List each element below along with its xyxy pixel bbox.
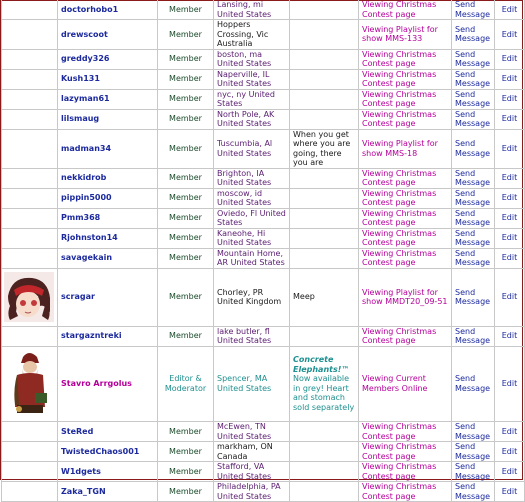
avatar-cell: [2, 129, 58, 168]
member-role: Member: [169, 173, 202, 183]
member-name-link[interactable]: SteRed: [61, 426, 94, 436]
member-activity-link[interactable]: Viewing Christmas Contest page: [362, 208, 437, 227]
table-row: [2, 248, 525, 268]
member-activity-link[interactable]: Viewing Christmas Contest page: [362, 109, 437, 128]
member-name-link[interactable]: Kush131: [61, 74, 100, 84]
member-role: Member: [169, 426, 202, 436]
avatar-cell: [2, 168, 58, 188]
member-location: Stafford, VA United States: [217, 462, 272, 481]
avatar-cell: [2, 0, 58, 20]
member-activity-link[interactable]: Viewing Christmas Contest page: [362, 326, 437, 345]
avatar-anime-image: [4, 272, 54, 322]
send-message-link[interactable]: Send Message: [455, 287, 491, 306]
member-note: Now available in grey! Heart and stomach sold separately: [293, 374, 355, 412]
send-message-link[interactable]: Send Message: [455, 89, 491, 108]
avatar-cell: [2, 326, 58, 346]
member-note-cell: [290, 109, 359, 129]
member-name-link[interactable]: nekkidrob: [61, 173, 107, 183]
send-message-link[interactable]: Send Message: [455, 0, 491, 19]
member-note-cell: [290, 482, 359, 502]
member-note-cell: [290, 188, 359, 208]
avatar-cell: [2, 49, 58, 69]
edit-link[interactable]: Edit: [501, 379, 518, 388]
member-name-link[interactable]: Stavro Arrgolus: [61, 379, 132, 388]
send-message-link[interactable]: Send Message: [455, 422, 491, 441]
edit-link[interactable]: Edit: [501, 29, 518, 39]
member-name-link[interactable]: lazyman61: [61, 94, 110, 104]
member-name-link[interactable]: lilsmaug: [61, 114, 100, 124]
member-activity-link[interactable]: Viewing Christmas Contest page: [362, 248, 437, 267]
table-row: [2, 49, 525, 69]
member-location: nyc, ny United States: [217, 89, 275, 108]
send-message-link[interactable]: Send Message: [455, 248, 491, 267]
member-activity-link[interactable]: Viewing Christmas Contest page: [362, 442, 437, 461]
send-message-link[interactable]: Send Message: [455, 462, 491, 481]
table-row: [2, 129, 525, 168]
member-role: Member: [169, 114, 202, 124]
table-row: [2, 168, 525, 188]
table-row: [2, 462, 525, 482]
table-row: [2, 422, 525, 442]
member-location: lake butler, fl United States: [217, 326, 272, 345]
member-name-link[interactable]: greddy326: [61, 54, 110, 64]
member-name-link[interactable]: Zaka_TGN: [61, 486, 106, 496]
member-note-cell: [290, 129, 359, 168]
member-role: Member: [169, 292, 202, 302]
member-activity-link[interactable]: Viewing Christmas Contest page: [362, 49, 437, 68]
member-location: Lansing, mi United States: [217, 0, 272, 19]
send-message-link[interactable]: Send Message: [455, 228, 491, 247]
member-activity-link[interactable]: Viewing Christmas Contest page: [362, 0, 437, 19]
edit-link[interactable]: Edit: [501, 193, 518, 203]
send-message-link[interactable]: Send Message: [455, 168, 491, 187]
member-activity-link[interactable]: Viewing Christmas Contest page: [362, 69, 437, 88]
member-note-cell: [290, 20, 359, 50]
edit-link[interactable]: Edit: [501, 173, 518, 183]
send-message-link[interactable]: Send Message: [455, 69, 491, 88]
member-name-link[interactable]: madman34: [61, 143, 112, 153]
member-note-title: Concrete Elephants!™: [293, 355, 350, 374]
member-location: boston, ma United States: [217, 49, 272, 68]
member-activity-link[interactable]: Viewing Christmas Contest page: [362, 482, 437, 501]
send-message-link[interactable]: Send Message: [455, 442, 491, 461]
member-location: Philadelphia, PA United States: [217, 482, 281, 501]
member-note-cell: [290, 168, 359, 188]
edit-link[interactable]: Edit: [501, 486, 518, 496]
member-note: Meep: [293, 292, 315, 302]
table-row: [2, 228, 525, 248]
avatar-cell: [2, 20, 58, 50]
member-note-cell: [290, 268, 359, 326]
member-activity-link[interactable]: Viewing Playlist for show MMS-133: [362, 24, 438, 44]
avatar-cell: [2, 248, 58, 268]
avatar-cell: [2, 462, 58, 482]
avatar-santa-figurine-image: [5, 349, 55, 417]
avatar-cell: [2, 422, 58, 442]
member-role: Member: [169, 29, 202, 39]
member-role: Member: [169, 331, 202, 341]
avatar-cell: [2, 442, 58, 462]
member-name-link[interactable]: scragar: [61, 292, 95, 302]
member-activity-link[interactable]: Viewing Christmas Contest page: [362, 422, 437, 441]
table-row: [2, 442, 525, 462]
table-row: [2, 346, 525, 422]
member-role: Member: [169, 486, 202, 496]
avatar-cell: [2, 89, 58, 109]
member-role: Member: [169, 94, 202, 104]
table-row: [2, 326, 525, 346]
member-activity-link[interactable]: Viewing Christmas Contest page: [362, 168, 437, 187]
send-message-link[interactable]: Send Message: [455, 109, 491, 128]
member-activity-link[interactable]: Viewing Christmas Contest page: [362, 188, 437, 207]
avatar-cell: [2, 228, 58, 248]
member-location: Chorley, PR United Kingdom: [217, 287, 282, 306]
member-role: Member: [169, 213, 202, 223]
edit-link[interactable]: Edit: [501, 331, 518, 341]
send-message-link[interactable]: Send Message: [455, 24, 491, 44]
table-row: [2, 109, 525, 129]
member-note-cell: [290, 49, 359, 69]
member-note-cell: [290, 346, 359, 422]
table-row: [2, 268, 525, 326]
member-note: When you get where you are going, there you are: [293, 129, 351, 167]
member-role: Member: [169, 143, 202, 153]
avatar-cell: [2, 109, 58, 129]
member-location: moscow, id United States: [217, 188, 272, 207]
send-message-link[interactable]: Send Message: [455, 482, 491, 501]
edit-link[interactable]: Edit: [501, 253, 518, 263]
avatar-cell: [2, 346, 58, 422]
member-name-link[interactable]: Pmm368: [61, 213, 101, 223]
member-role: Editor & Moderator: [164, 374, 207, 393]
member-location: Tuscumbia, Al United States: [217, 139, 273, 158]
member-name-link[interactable]: W1dgets: [61, 466, 101, 476]
member-activity-link[interactable]: Viewing Current Members Online: [362, 374, 428, 393]
member-activity-link[interactable]: Viewing Playlist for show MMDT20_09-51: [362, 287, 448, 306]
member-role: Member: [169, 54, 202, 64]
member-location: Brighton, IA United States: [217, 168, 272, 187]
member-location: Oviedo, Fl United States: [217, 208, 286, 227]
table-row: [2, 0, 525, 20]
member-name-link[interactable]: pippin5000: [61, 193, 112, 203]
table-row: [2, 20, 525, 50]
edit-link[interactable]: Edit: [501, 426, 518, 436]
member-name-link[interactable]: savagekain: [61, 253, 113, 263]
member-note-cell: [290, 89, 359, 109]
member-note-cell: [290, 422, 359, 442]
member-role: Member: [169, 253, 202, 263]
send-message-link[interactable]: Send Message: [455, 374, 491, 393]
member-note-cell: [290, 462, 359, 482]
member-role: Member: [169, 4, 202, 14]
member-name-link[interactable]: TwistedChaos001: [61, 446, 140, 456]
table-row: [2, 482, 525, 502]
edit-link[interactable]: Edit: [501, 114, 518, 124]
member-name-link[interactable]: drewscoot: [61, 29, 108, 39]
table-row: [2, 89, 525, 109]
edit-link[interactable]: Edit: [501, 74, 518, 84]
send-message-link[interactable]: Send Message: [455, 188, 491, 207]
send-message-link[interactable]: Send Message: [455, 326, 491, 345]
member-note-cell: [290, 228, 359, 248]
member-location: McEwen, TN United States: [217, 422, 272, 441]
edit-link[interactable]: Edit: [501, 233, 518, 243]
table-row: [2, 69, 525, 89]
edit-link[interactable]: Edit: [501, 4, 518, 14]
member-name-link[interactable]: doctorhobo1: [61, 4, 119, 14]
member-name-link[interactable]: stargazntreki: [61, 331, 122, 341]
avatar-cell: [2, 188, 58, 208]
member-role: Member: [169, 233, 202, 243]
table-row: [2, 188, 525, 208]
avatar-cell: [2, 268, 58, 326]
member-location: Spencer, MA United States: [217, 374, 272, 393]
edit-link[interactable]: Edit: [501, 143, 518, 153]
edit-link[interactable]: Edit: [501, 213, 518, 223]
edit-link[interactable]: Edit: [501, 446, 518, 456]
edit-link[interactable]: Edit: [501, 466, 518, 476]
member-note-cell: [290, 326, 359, 346]
member-note-cell: [290, 0, 359, 20]
member-note-cell: [290, 248, 359, 268]
member-activity-link[interactable]: Viewing Playlist for show MMS-18: [362, 139, 438, 158]
member-note-cell: [290, 69, 359, 89]
send-message-link[interactable]: Send Message: [455, 208, 491, 227]
avatar-cell: [2, 482, 58, 502]
edit-link[interactable]: Edit: [501, 54, 518, 64]
avatar-cell: [2, 69, 58, 89]
edit-link[interactable]: Edit: [501, 292, 518, 302]
member-role: Member: [169, 193, 202, 203]
member-location: North Pole, AK United States: [217, 109, 275, 128]
member-location: markham, ON Canada: [217, 442, 273, 461]
member-note-cell: [290, 442, 359, 462]
member-role: Member: [169, 74, 202, 84]
send-message-link[interactable]: Send Message: [455, 139, 491, 158]
table-row: [2, 208, 525, 228]
edit-link[interactable]: Edit: [501, 94, 518, 104]
member-activity-link[interactable]: Viewing Christmas Contest page: [362, 228, 437, 247]
member-activity-link[interactable]: Viewing Christmas Contest page: [362, 89, 437, 108]
members-table: [1, 0, 525, 502]
avatar-cell: [2, 208, 58, 228]
member-location: Naperville, IL United States: [217, 69, 272, 88]
member-name-link[interactable]: Rjohnston14: [61, 233, 118, 243]
member-role: Member: [169, 466, 202, 476]
member-role: Member: [169, 446, 202, 456]
member-location: Hoppers Crossing, Vic Australia: [217, 20, 269, 48]
member-location: Kaneohe, Hi United States: [217, 228, 272, 247]
member-activity-link[interactable]: Viewing Christmas Contest page: [362, 462, 437, 481]
member-location: Mountain Home, AR United States: [217, 248, 285, 267]
send-message-link[interactable]: Send Message: [455, 49, 491, 68]
member-note-cell: [290, 208, 359, 228]
